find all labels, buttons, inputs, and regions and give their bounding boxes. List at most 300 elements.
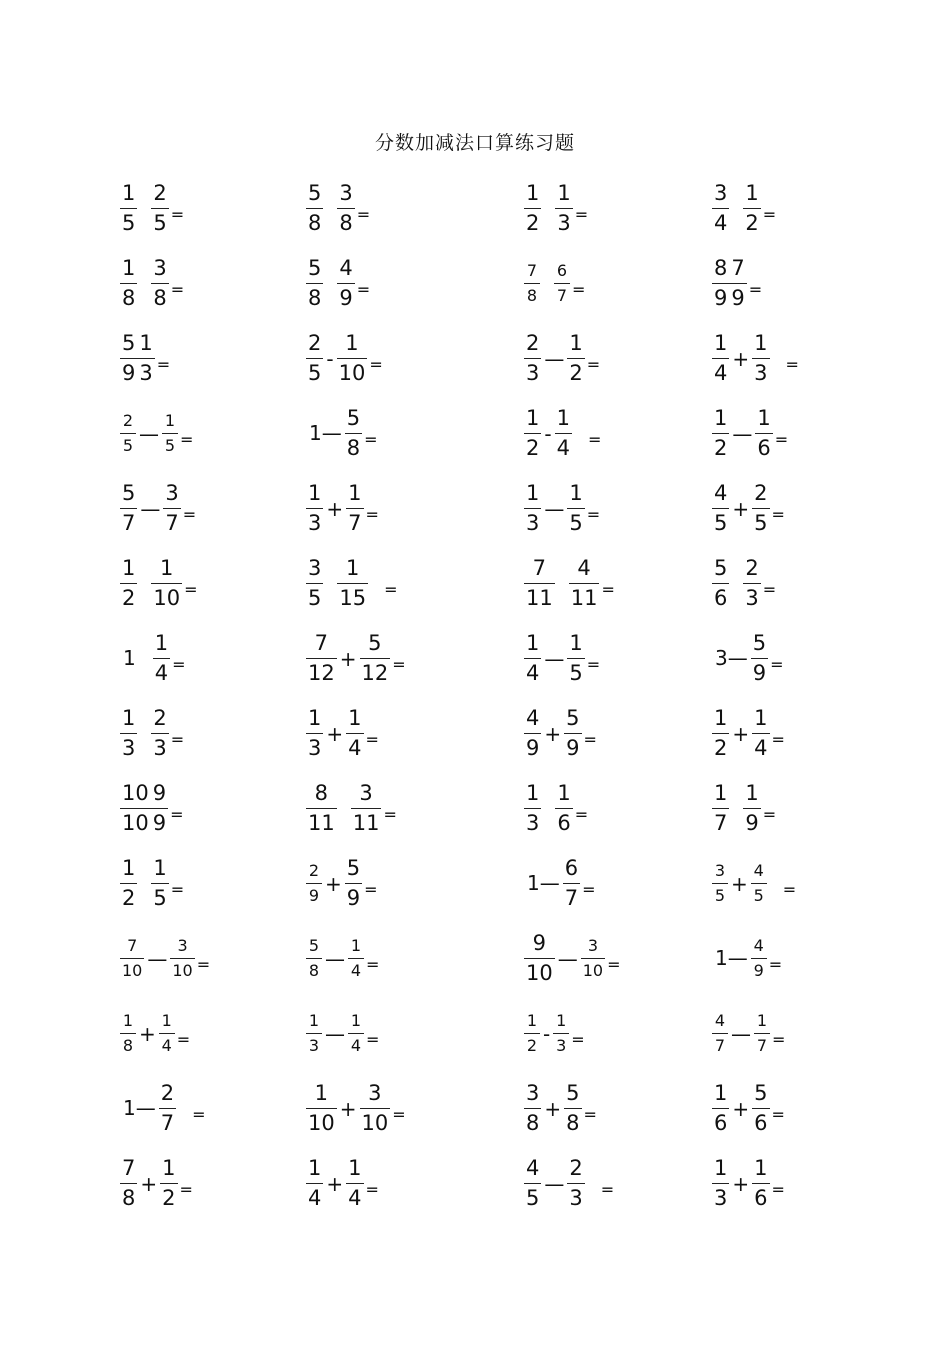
fraction <box>743 780 760 835</box>
numerator: 2 <box>153 705 167 730</box>
numerator: 1 <box>350 935 362 955</box>
fraction <box>151 255 168 310</box>
fraction-problem <box>120 928 213 988</box>
fraction-bar <box>151 208 168 209</box>
fraction <box>120 780 151 835</box>
numerator: 7 <box>122 1155 136 1180</box>
fraction-bar <box>752 1108 769 1109</box>
denominator: 9 <box>308 885 320 905</box>
fraction-bar <box>751 883 767 884</box>
fraction-problem <box>120 703 187 763</box>
fraction <box>752 1080 769 1135</box>
fraction <box>360 1080 391 1135</box>
fraction-bar <box>346 508 363 509</box>
fraction <box>712 780 729 835</box>
denominator: 8 <box>308 285 322 310</box>
numerator: 5 <box>308 180 322 205</box>
fraction-bar <box>337 583 368 584</box>
denominator: 3 <box>139 360 153 385</box>
operator: — <box>544 647 565 671</box>
denominator: 5 <box>122 210 136 235</box>
fraction-bar <box>151 283 168 284</box>
fraction-problem <box>712 628 787 688</box>
denominator: 4 <box>308 1185 322 1210</box>
equals-sign: = <box>771 729 785 749</box>
denominator: 9 <box>731 285 745 310</box>
denominator: 10 <box>582 960 604 980</box>
fraction-bar <box>120 358 137 359</box>
fraction <box>337 555 368 610</box>
fraction-bar <box>151 808 168 809</box>
denominator: 12 <box>308 660 335 685</box>
fraction-problem <box>712 328 802 388</box>
fraction-bar <box>348 1033 364 1034</box>
problem-row <box>120 328 840 388</box>
fraction-bar <box>555 208 572 209</box>
fraction <box>712 1010 728 1055</box>
denominator: 8 <box>122 285 136 310</box>
fraction <box>160 1155 177 1210</box>
fraction <box>137 330 154 385</box>
denominator: 4 <box>714 210 728 235</box>
denominator: 3 <box>754 360 768 385</box>
numerator: 4 <box>577 555 591 580</box>
equals-sign: = <box>583 1104 597 1124</box>
fraction-problem <box>306 253 373 313</box>
numerator: 6 <box>556 260 568 280</box>
numerator: 5 <box>754 1080 768 1105</box>
fraction-bar <box>159 1108 176 1109</box>
denominator: 9 <box>745 810 759 835</box>
equals-sign: = <box>170 879 185 899</box>
denominator: 10 <box>338 360 366 385</box>
fraction <box>752 330 769 385</box>
numerator: 7 <box>731 255 745 280</box>
numerator: 1 <box>350 1010 362 1030</box>
numerator: 7 <box>127 935 138 955</box>
operator: + <box>732 1172 750 1196</box>
numerator: 2 <box>308 860 320 880</box>
denominator: 5 <box>153 885 167 910</box>
denominator: 4 <box>154 660 169 685</box>
numerator: 1 <box>122 1010 134 1030</box>
numerator: 8 <box>714 255 728 280</box>
denominator: 9 <box>339 285 353 310</box>
numerator: 4 <box>526 705 540 730</box>
fraction <box>712 1080 729 1135</box>
fraction-problem <box>524 928 624 988</box>
fraction-bar <box>752 508 769 509</box>
numerator: 1 <box>164 410 176 430</box>
equals-sign: = <box>179 1179 193 1199</box>
fraction-bar <box>151 583 182 584</box>
numerator: 4 <box>753 860 764 880</box>
fraction-bar <box>563 883 580 884</box>
fraction-bar <box>360 1108 391 1109</box>
fraction-problem <box>120 403 196 463</box>
fraction <box>743 180 760 235</box>
fraction-problem <box>306 778 400 838</box>
denominator: 5 <box>526 1185 540 1210</box>
fraction-bar <box>524 733 541 734</box>
fraction-bar <box>554 283 570 284</box>
fraction <box>563 855 580 910</box>
numerator: 4 <box>714 480 728 505</box>
equals-sign: = <box>184 579 198 599</box>
numerator: 2 <box>569 1155 583 1180</box>
problem-row <box>120 628 840 688</box>
fraction-problem <box>306 328 386 388</box>
numerator: 2 <box>153 180 167 205</box>
fraction-bar <box>351 808 382 809</box>
problem-row <box>120 928 840 988</box>
numerator: 5 <box>346 855 361 880</box>
equals-sign: = <box>364 429 378 449</box>
numerator: 5 <box>122 480 136 505</box>
denominator: 2 <box>714 735 728 760</box>
denominator: 10 <box>526 960 553 985</box>
fraction <box>159 1080 176 1135</box>
fraction-bar <box>743 583 760 584</box>
numerator: 1 <box>714 405 728 430</box>
operator: — <box>544 1172 565 1196</box>
denominator: 8 <box>346 435 361 460</box>
numerator: 1 <box>569 630 583 655</box>
equals-sign: = <box>782 879 797 899</box>
denominator: 7 <box>122 510 136 535</box>
fraction-bar <box>120 1033 136 1034</box>
equals-sign: = <box>748 279 763 299</box>
fraction-problem <box>120 778 187 838</box>
numerator: 8 <box>314 780 329 805</box>
fraction <box>712 1155 729 1210</box>
fraction-bar <box>567 1183 584 1184</box>
fraction <box>555 405 572 460</box>
fraction-problem <box>712 478 788 538</box>
numerator: 1 <box>153 855 167 880</box>
fraction <box>567 330 584 385</box>
numerator: 1 <box>122 705 136 730</box>
fraction-bar <box>306 958 322 959</box>
numerator: 1 <box>348 1155 362 1180</box>
numerator: 3 <box>153 255 167 280</box>
numerator: 1 <box>308 1010 320 1030</box>
numerator: 3 <box>359 780 373 805</box>
fraction <box>346 705 363 760</box>
fraction <box>729 255 746 310</box>
numerator: 4 <box>526 1155 540 1180</box>
denominator: 3 <box>569 1185 583 1210</box>
fraction-bar <box>360 658 391 659</box>
equals-sign: = <box>762 579 777 599</box>
numerator: 1 <box>348 705 362 730</box>
fraction <box>754 1010 770 1055</box>
denominator: 10 <box>361 1110 389 1135</box>
fraction-bar <box>564 1108 581 1109</box>
fraction-bar <box>151 733 168 734</box>
fraction <box>162 410 178 455</box>
equals-sign: = <box>366 954 380 974</box>
equals-sign: = <box>774 429 789 449</box>
denominator: 4 <box>350 960 362 980</box>
denominator: 7 <box>714 1035 726 1055</box>
denominator: 7 <box>714 810 728 835</box>
fraction <box>120 555 137 610</box>
fraction <box>348 1010 364 1055</box>
problem-row <box>120 403 840 463</box>
fraction-problem <box>120 328 173 388</box>
denominator: 9 <box>152 810 167 835</box>
fraction-bar <box>752 358 769 359</box>
fraction-problem <box>712 928 785 988</box>
problem-row <box>120 1153 840 1213</box>
denominator: 10 <box>122 960 143 980</box>
fraction-bar <box>348 958 364 959</box>
numerator: 2 <box>160 1080 175 1105</box>
numerator: 1 <box>161 1010 172 1030</box>
fraction-bar <box>306 883 322 884</box>
fraction-bar <box>743 208 760 209</box>
fraction <box>752 480 769 535</box>
numerator: 4 <box>753 935 764 955</box>
denominator: 8 <box>122 1035 134 1055</box>
operator: + <box>339 1097 357 1121</box>
operator: — <box>325 947 345 971</box>
fraction-bar <box>555 433 572 434</box>
fraction <box>345 405 362 460</box>
fraction-bar <box>712 583 729 584</box>
denominator: 3 <box>308 1035 320 1055</box>
fraction-problem <box>712 853 799 913</box>
fraction-bar <box>567 508 584 509</box>
denominator: 2 <box>526 435 540 460</box>
numerator: 5 <box>566 705 580 730</box>
denominator: 5 <box>714 885 726 905</box>
fraction-problem <box>524 403 604 463</box>
fraction <box>751 860 767 905</box>
denominator: 6 <box>557 810 571 835</box>
fraction-bar <box>524 208 541 209</box>
numerator: 1 <box>714 780 728 805</box>
numerator: 1 <box>556 405 570 430</box>
fraction <box>346 480 363 535</box>
numerator: 4 <box>339 255 353 280</box>
whole-number: 1— <box>123 1096 156 1120</box>
denominator: 9 <box>346 885 361 910</box>
numerator: 1 <box>756 1010 768 1030</box>
fraction <box>564 705 581 760</box>
fraction-bar <box>120 208 137 209</box>
fraction <box>554 260 570 305</box>
fraction-problem <box>524 778 591 838</box>
fraction-problem <box>524 628 603 688</box>
fraction <box>567 630 584 685</box>
numerator: 1 <box>526 405 540 430</box>
equals-sign: = <box>586 354 601 374</box>
operator: + <box>140 1172 158 1196</box>
fraction-bar <box>524 1183 541 1184</box>
fraction-bar <box>569 583 600 584</box>
numerator: 10 <box>122 780 149 805</box>
equals-sign: = <box>771 1179 785 1199</box>
operator: + <box>731 872 748 896</box>
equals-sign: = <box>601 579 615 599</box>
equals-sign: = <box>356 204 371 224</box>
fraction-bar <box>306 508 323 509</box>
fraction-bar <box>120 583 137 584</box>
denominator: 3 <box>557 210 571 235</box>
equals-sign: = <box>170 204 185 224</box>
denominator: 7 <box>756 1035 768 1055</box>
fraction <box>524 1010 540 1055</box>
equals-sign: = <box>172 654 186 674</box>
denominator: 5 <box>308 585 322 610</box>
fraction <box>553 1010 569 1055</box>
denominator: 2 <box>122 885 136 910</box>
operator: + <box>732 347 750 371</box>
fraction-problem <box>524 478 603 538</box>
whole-number: 3— <box>715 646 748 670</box>
denominator: 8 <box>526 1110 540 1135</box>
denominator: 6 <box>757 435 771 460</box>
fraction <box>151 555 182 610</box>
operator: - <box>326 347 334 371</box>
numerator: 3 <box>368 1080 382 1105</box>
fraction-bar <box>151 883 168 884</box>
numerator: 1 <box>526 1010 538 1030</box>
fraction-problem <box>120 553 201 613</box>
problem-row <box>120 478 840 538</box>
equals-sign: = <box>170 804 184 824</box>
denominator: 3 <box>556 1035 567 1055</box>
fraction-bar <box>345 433 362 434</box>
numerator: 1 <box>308 480 322 505</box>
equals-sign: = <box>365 504 379 524</box>
fraction <box>524 480 541 535</box>
fraction-bar <box>729 283 746 284</box>
fraction <box>120 855 137 910</box>
problem-row <box>120 1078 840 1138</box>
fraction-bar <box>170 958 194 959</box>
fraction <box>743 555 760 610</box>
whole-number: 1— <box>309 421 342 445</box>
fraction-problem <box>524 553 618 613</box>
numerator: 1 <box>569 330 583 355</box>
fraction-bar <box>306 358 323 359</box>
denominator: 10 <box>122 810 149 835</box>
fraction <box>752 705 769 760</box>
fraction-bar <box>524 583 555 584</box>
equals-sign: = <box>607 954 621 974</box>
equals-sign: = <box>192 1104 206 1124</box>
fraction <box>755 405 772 460</box>
numerator: 1 <box>526 480 540 505</box>
numerator: 1 <box>556 1010 567 1030</box>
numerator: 1 <box>308 1155 322 1180</box>
equals-sign: = <box>384 579 398 599</box>
fraction-problem <box>120 178 187 238</box>
fraction-bar <box>555 808 572 809</box>
operator: + <box>326 497 344 521</box>
denominator: 4 <box>526 660 540 685</box>
fraction-bar <box>567 658 584 659</box>
denominator: 3 <box>153 735 167 760</box>
numerator: 5 <box>346 405 361 430</box>
fraction-problem <box>712 778 779 838</box>
fraction-bar <box>712 733 729 734</box>
equals-sign: = <box>582 879 596 899</box>
fraction-bar <box>137 358 154 359</box>
fraction-bar <box>524 433 541 434</box>
denominator: 5 <box>122 435 134 455</box>
fraction-bar <box>345 883 362 884</box>
fraction <box>524 180 541 235</box>
denominator: 3 <box>308 735 322 760</box>
fraction-problem <box>712 1153 788 1213</box>
numerator: 1 <box>714 705 728 730</box>
fraction <box>751 935 767 980</box>
denominator: 6 <box>714 1110 728 1135</box>
denominator: 6 <box>714 585 728 610</box>
fraction-bar <box>524 1033 540 1034</box>
denominator: 11 <box>352 810 380 835</box>
fraction-problem <box>306 1078 409 1138</box>
fraction-problem <box>120 1153 196 1213</box>
denominator: 3 <box>308 510 322 535</box>
numerator: 1 <box>526 630 540 655</box>
denominator: 12 <box>361 660 389 685</box>
fraction-bar <box>712 1108 729 1109</box>
fraction-bar <box>120 733 137 734</box>
denominator: 9 <box>752 660 767 685</box>
fraction-bar <box>712 1033 728 1034</box>
fraction <box>752 1155 769 1210</box>
fraction <box>564 1080 581 1135</box>
numerator: 9 <box>152 780 167 805</box>
fraction-problem <box>712 403 791 463</box>
fraction-bar <box>120 958 144 959</box>
equals-sign: = <box>583 729 597 749</box>
operator: — <box>732 422 753 446</box>
fraction-problem <box>524 1153 617 1213</box>
fraction <box>524 1155 541 1210</box>
fraction-bar <box>712 208 729 209</box>
numerator: 3 <box>308 555 322 580</box>
operator: + <box>339 647 357 671</box>
fraction <box>306 860 322 905</box>
denominator: 10 <box>308 1110 335 1135</box>
equals-sign: = <box>574 204 589 224</box>
fraction-bar <box>153 658 170 659</box>
fraction-bar <box>712 1183 729 1184</box>
fraction <box>351 780 382 835</box>
fraction-problem <box>524 703 600 763</box>
numerator: 5 <box>368 630 382 655</box>
operator: — <box>544 347 565 371</box>
denominator: 4 <box>754 735 768 760</box>
fraction-bar <box>712 433 729 434</box>
fraction <box>337 180 354 235</box>
denominator: 7 <box>556 285 568 305</box>
denominator: 8 <box>308 960 320 980</box>
numerator: 1 <box>745 780 759 805</box>
denominator: 9 <box>566 735 580 760</box>
fraction-problem <box>306 478 382 538</box>
fraction-problem <box>524 1078 600 1138</box>
denominator: 2 <box>569 360 583 385</box>
fraction-bar <box>337 358 368 359</box>
equals-sign: = <box>600 1179 615 1199</box>
